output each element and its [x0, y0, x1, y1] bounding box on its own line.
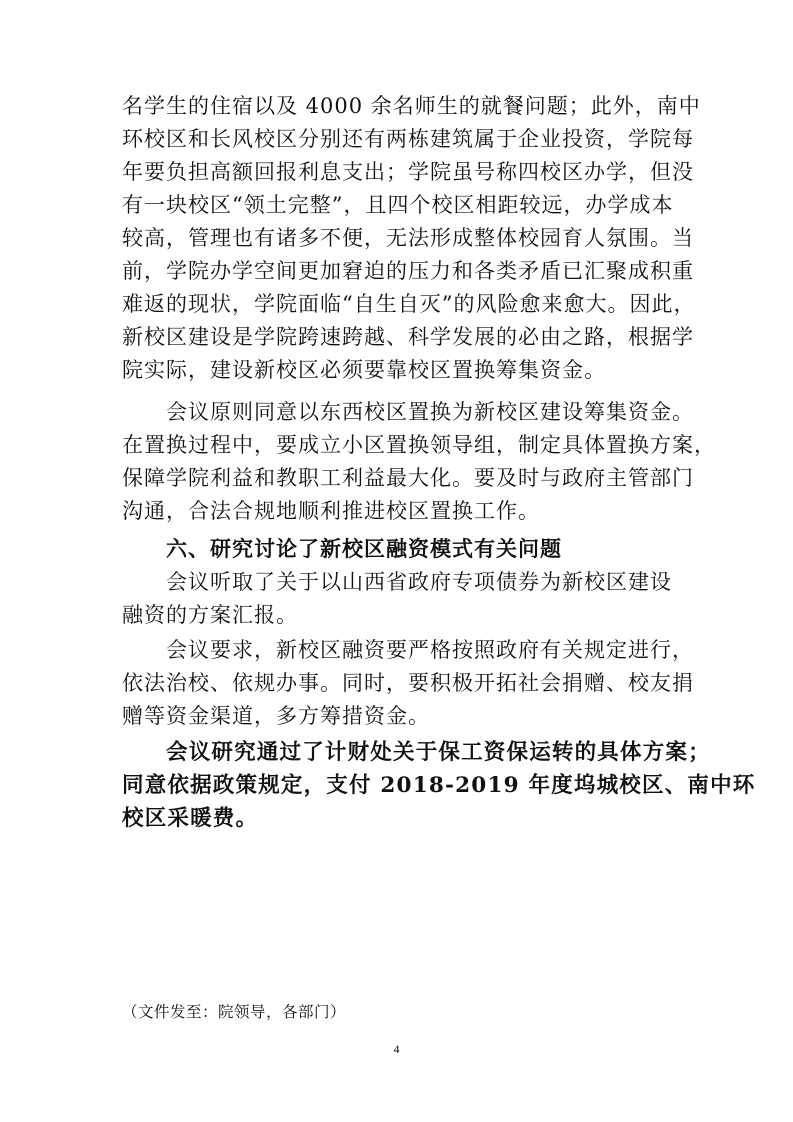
text-line: 环校区和长风校区分别还有两栋建筑属于企业投资，学院每	[122, 127, 694, 151]
text-line: 前，学院办学空间更加窘迫的压力和各类矛盾已汇聚成积重	[122, 259, 694, 283]
text-line: 赠等资金渠道，多方筹措资金。	[122, 704, 430, 728]
paragraph-financing-report	[122, 566, 678, 632]
paragraph-payroll-heating	[122, 736, 756, 835]
page-number: 4	[393, 1042, 400, 1056]
text-line: 院实际，建设新校区必须要靠校区置换筹集资金。	[122, 358, 606, 382]
text-line: 沟通，合法合规地顺利推进校区置换工作。	[122, 499, 540, 523]
paragraph-campus-situation	[122, 90, 701, 387]
text-line: 难返的现状，学院面临“自生自灭”的风险愈来愈大。因此，	[122, 292, 696, 316]
paragraph-financing-requirements	[122, 634, 694, 733]
text-line: 会议原则同意以东西校区置换为新校区建设筹集资金。	[166, 400, 694, 424]
text-line: 会议听取了关于以山西省政府专项债券为新校区建设	[166, 570, 672, 594]
text-line: 年要负担高额回报利息支出；学院虽号称四校区办学，但没	[122, 160, 694, 184]
heading-text: 六、研究讨论了新校区融资模式有关问题	[166, 536, 562, 561]
text-line: 有一块校区“领土完整”，且四个校区相距较远，办学成本	[122, 193, 674, 217]
text-line: 会议研究通过了计财处关于保工资保运转的具体方案；	[166, 740, 711, 765]
text-line: 同意依据政策规定，支付 2018-2019 年度坞城校区、南中环	[122, 773, 756, 798]
section-heading-six	[122, 532, 678, 565]
text-line: 依法治校、依规办事。同时，要积极开拓社会捐赠、校友捐	[122, 671, 694, 695]
text-line: 融资的方案汇报。	[122, 603, 298, 627]
text-line: 名学生的住宿以及 4000 余名师生的就餐问题；此外，南中	[122, 94, 701, 118]
distribution-note: （文件发至：院领导，各部门）	[122, 1003, 347, 1021]
text-line: 校区采暖费。	[122, 806, 259, 831]
text-line: 会议要求，新校区融资要严格按照政府有关规定进行，	[166, 638, 694, 662]
text-line: 较高，管理也有诸多不便，无法形成整体校园育人氛围。当	[122, 226, 694, 250]
text-line: 新校区建设是学院跨速跨越、科学发展的必由之路，根据学	[122, 325, 694, 349]
text-line: 在置换过程中，要成立小区置换领导组，制定具体置换方案，	[122, 433, 716, 457]
text-line: 保障学院利益和教职工利益最大化。要及时与政府主管部门	[122, 466, 694, 490]
paragraph-campus-replacement	[122, 396, 716, 528]
